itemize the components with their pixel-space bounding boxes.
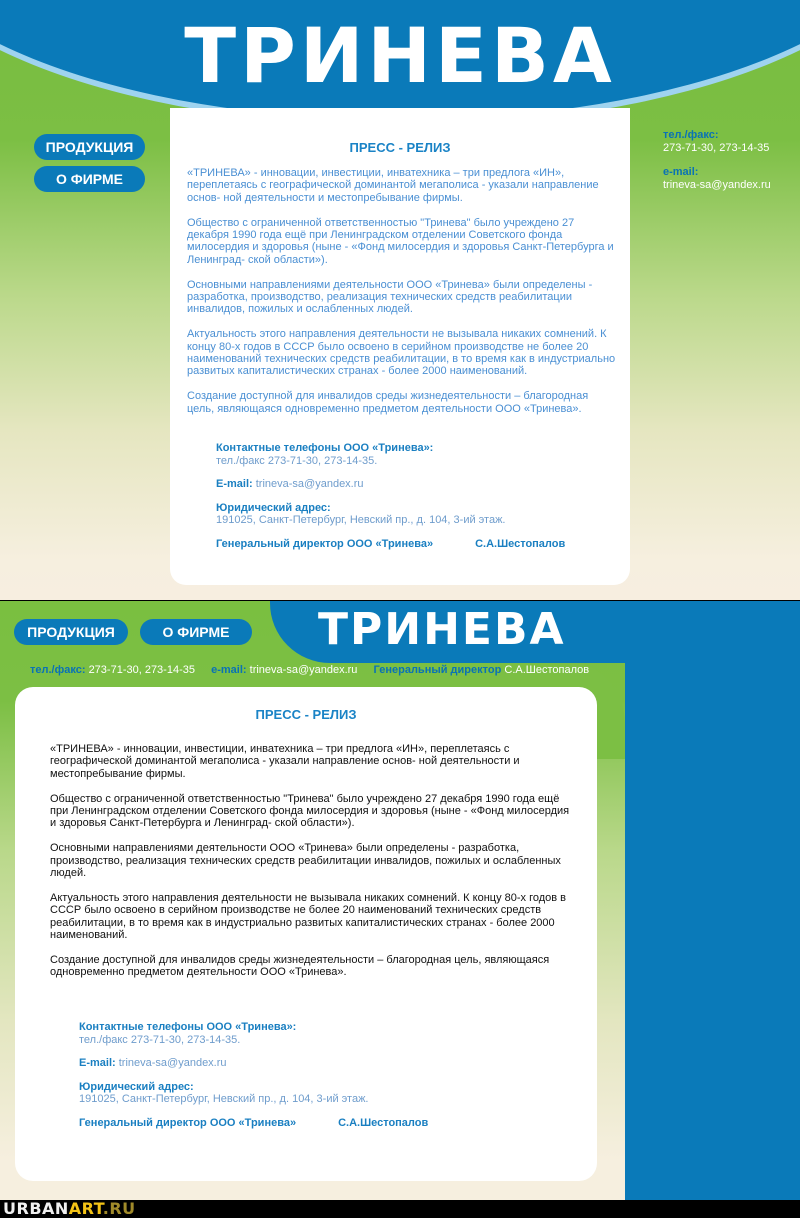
info-phone-label: тел./факс:: [30, 664, 86, 676]
paragraph: Основными направлениями деятельности ООО «Тринева» были определены - разработка, производство, реализация технических средств реабилитации инвалидов, пожилых и ослабленных людей.: [50, 842, 561, 880]
paragraph: Основными направлениями деятельности ООО «Тринева» были определены - разработка, производство, реализация технических средств реабилитации инвалидов, пожилых и ослабленных людей.: [187, 278, 593, 316]
info-director-name: С.А.Шестопалов: [504, 664, 590, 676]
press-release-body: [187, 167, 617, 427]
side-email-label: e-mail:: [663, 166, 699, 178]
brand-logo[interactable]: ТРИНЕВА: [318, 604, 566, 655]
watermark-part-urban: URBAN: [3, 1199, 69, 1218]
paragraph: «ТРИНЕВА» - инновации, инвестиции, инватехника – три предлога «ИН», переплетаясь с географической доминантой мегаполиса - указали направление основ- ной деятельности и местопребывание фирмы.: [50, 743, 520, 780]
side-phone-value: 273-71-30, 273-14-35: [663, 142, 770, 154]
paragraph: Актуальность этого направления деятельности не вызывала никаких сомнений. К концу 80-х годов в СССР было освоено в серийном производстве не более 20 наименований технических средств реабилитации, в то время как в индустриально развитых капиталистических странах - более 2000 наименований.: [50, 891, 567, 942]
press-release-card: [15, 687, 597, 1181]
phones-value: тел./факс 273-71-30, 273-14-35.: [216, 454, 378, 467]
watermark-logo: [3, 1200, 136, 1218]
layout-variant-2: [0, 601, 800, 1200]
paragraph: Общество с ограниченной ответственностью "Тринева" было учреждено 27 декабря 1990 года ещё при Ленинградском отделении Советского фонда милосердия и здоровья (ныне - «Фонд милосердия и здоровья Санкт-Петербурга и Ленинград- ской области»).: [50, 792, 570, 830]
side-contact-info: [663, 129, 771, 203]
watermark-part-ru: .RU: [102, 1199, 136, 1218]
director-name: С.А.Шестопалов: [475, 537, 566, 550]
info-phone-value: 273-71-30, 273-14-35: [88, 664, 195, 676]
email-link[interactable]: trineva-sa@yandex.ru: [255, 478, 364, 490]
nav-products-button[interactable]: ПРОДУКЦИЯ: [14, 619, 128, 645]
address-label: Юридический адрес:: [79, 1080, 194, 1093]
nav-about-button[interactable]: О ФИРМЕ: [140, 619, 252, 645]
contacts-block: [79, 1021, 428, 1140]
phones-label: Контактные телефоны ООО «Тринева»:: [79, 1021, 297, 1033]
address-value: 191025, Санкт-Петербург, Невский пр., д. 104, 3-ий этаж.: [216, 514, 506, 526]
email-label: E-mail:: [79, 1057, 116, 1069]
info-email-link[interactable]: trineva-sa@yandex.ru: [249, 664, 358, 676]
paragraph: Общество с ограниченной ответственностью "Тринева" было учреждено 27 декабря 1990 года ещё при Ленинградском отделении Советского фонда милосердия и здоровья (ныне - «Фонд милосердия и здоровья Санкт-Петербурга и Ленинград- ской области»).: [187, 216, 614, 266]
director-label: Генеральный директор ООО «Тринева»: [216, 537, 434, 550]
nav-about-button[interactable]: О ФИРМЕ: [34, 166, 145, 192]
paragraph: Создание доступной для инвалидов среды жизнедеятельности – благородная цель, являющаяся одновременно предметом деятельности ООО «Тринева».: [50, 953, 550, 979]
watermark-bar: [0, 1200, 800, 1218]
page-title: ПРЕСС - РЕЛИЗ: [349, 140, 451, 155]
director-label: Генеральный директор ООО «Тринева»: [79, 1116, 297, 1129]
nav-products-button[interactable]: ПРОДУКЦИЯ: [34, 134, 145, 160]
info-bar: [30, 664, 589, 676]
brand-logo[interactable]: ТРИНЕВА: [184, 11, 616, 100]
info-email-label: e-mail:: [211, 664, 247, 676]
press-release-card: [170, 108, 630, 585]
paragraph: Актуальность этого направления деятельности не вызывала никаких сомнений. К концу 80-х годов в СССР было освоено в серийном производстве не более 20 наименований технических средств реабилитации, в то время как в индустриально развитых капиталистических странах - более 2000 наименований.: [187, 328, 616, 378]
phones-value: тел./факс 273-71-30, 273-14-35.: [79, 1033, 241, 1046]
info-director-label: Генеральный директор: [373, 664, 502, 676]
watermark-part-art: ART: [68, 1199, 103, 1218]
page-title: ПРЕСС - РЕЛИЗ: [255, 707, 357, 722]
director-name: С.А.Шестопалов: [338, 1116, 429, 1129]
address-value: 191025, Санкт-Петербург, Невский пр., д. 104, 3-ий этаж.: [79, 1093, 369, 1105]
email-label: E-mail:: [216, 478, 253, 490]
press-release-body: [50, 743, 570, 991]
side-email-link[interactable]: trineva-sa@yandex.ru: [663, 179, 771, 191]
address-label: Юридический адрес:: [216, 501, 331, 514]
paragraph: Создание доступной для инвалидов среды жизнедеятельности – благородная цель, являющаяся одновременно предметом деятельности ООО «Тринева».: [187, 390, 589, 415]
paragraph: «ТРИНЕВА» - инновации, инвестиции, инватехника – три предлога «ИН», переплетаясь с географической доминантой мегаполиса - указали направление основ- ной деятельности и местопребывание фирмы.: [187, 167, 599, 204]
contacts-block: [216, 442, 565, 561]
phones-label: Контактные телефоны ООО «Тринева»:: [216, 442, 434, 454]
email-link[interactable]: trineva-sa@yandex.ru: [118, 1057, 227, 1069]
side-phone-label: тел./факс:: [663, 129, 719, 141]
layout-variant-1: [0, 0, 800, 600]
